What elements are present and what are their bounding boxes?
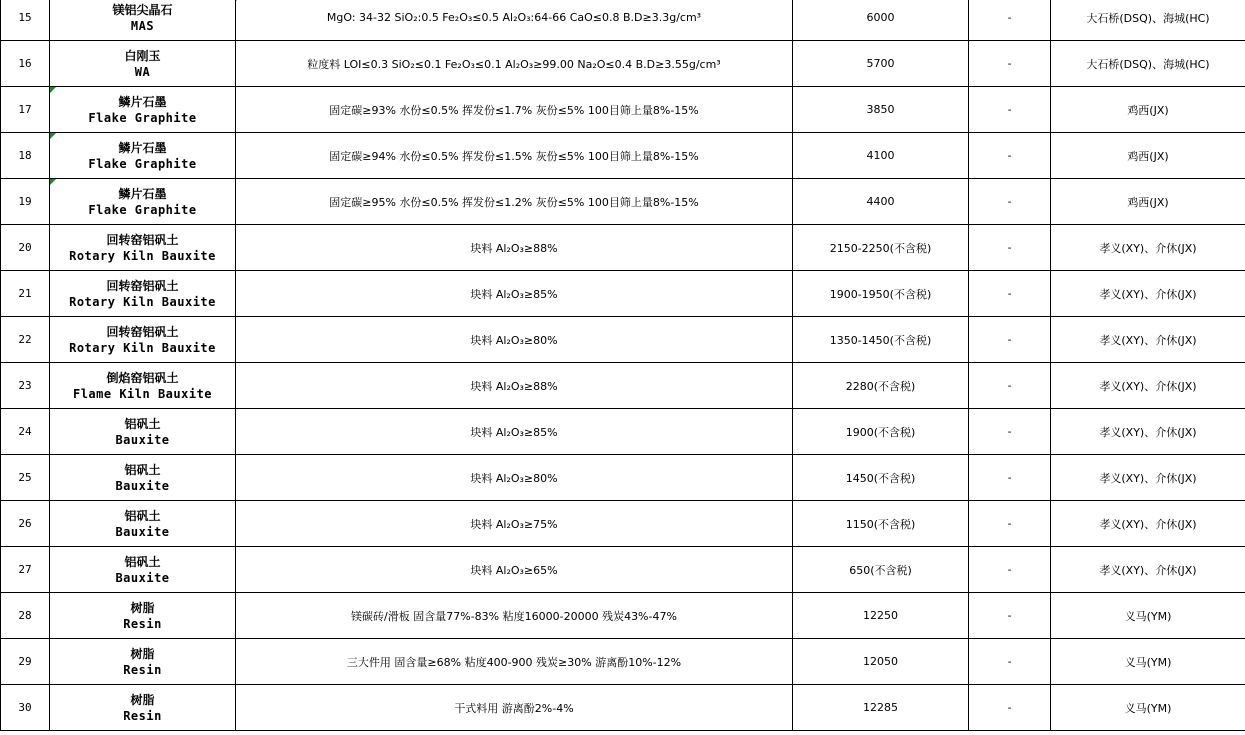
material-name-en: Bauxite (115, 432, 170, 447)
row-number: 16 (1, 41, 50, 87)
specification: 镁碳砖/滑板 固含量77%-83% 粘度16000-20000 残炭43%-47% (236, 593, 793, 639)
table-row (1, 179, 1245, 225)
specification: 固定碳≥94% 水份≤0.5% 挥发份≤1.5% 灰份≤5% 100目筛上量8%-15% (236, 133, 793, 179)
origin-location: 大石桥(DSQ)、海城(HC) (1051, 0, 1245, 41)
table-row (1, 271, 1245, 317)
material-name (50, 593, 236, 639)
row-number: 22 (1, 317, 50, 363)
table-row (1, 87, 1245, 133)
price: 1900(不含税) (793, 409, 969, 455)
price-change: - (969, 133, 1051, 179)
material-name-en: Resin (123, 616, 162, 631)
row-number: 20 (1, 225, 50, 271)
row-number: 26 (1, 501, 50, 547)
material-name-cn: 铝矾土 (124, 554, 161, 569)
table-row (1, 501, 1245, 547)
price-change: - (969, 409, 1051, 455)
specification: 干式料用 游离酚2%-4% (236, 685, 793, 731)
specification: 块料 Al₂O₃≥80% (236, 455, 793, 501)
row-number: 19 (1, 179, 50, 225)
specification: 块料 Al₂O₃≥88% (236, 363, 793, 409)
price: 6000 (793, 0, 969, 41)
price-change: - (969, 225, 1051, 271)
material-name-cn: 树脂 (130, 692, 155, 707)
material-name-en: Bauxite (115, 478, 170, 493)
table-row (1, 547, 1245, 593)
material-name-cn: 铝矾土 (124, 416, 161, 431)
table-row (1, 225, 1245, 271)
material-name (50, 363, 236, 409)
price-change: - (969, 179, 1051, 225)
price: 1450(不含税) (793, 455, 969, 501)
price: 2280(不含税) (793, 363, 969, 409)
price-change: - (969, 0, 1051, 41)
price: 4100 (793, 133, 969, 179)
specification: 块料 Al₂O₃≥85% (236, 409, 793, 455)
material-name-cn: 回转窑铝矾土 (106, 324, 179, 339)
table-row (1, 455, 1245, 501)
material-name (50, 547, 236, 593)
material-name-en: Flake Graphite (88, 156, 197, 171)
specification: 块料 Al₂O₃≥85% (236, 271, 793, 317)
origin-location: 鸡西(JX) (1051, 179, 1245, 225)
origin-location: 义马(YM) (1051, 639, 1245, 685)
material-name-en: Flame Kiln Bauxite (72, 386, 213, 401)
price: 1900-1950(不含税) (793, 271, 969, 317)
material-name-en: Rotary Kiln Bauxite (69, 294, 216, 309)
specification: 粒度料 LOI≤0.3 SiO₂≤0.1 Fe₂O₃≤0.1 Al₂O₃≥99.00 Na₂O≤0.4 B.D≥3.55g/cm³ (236, 41, 793, 87)
price-change: - (969, 685, 1051, 731)
table-row (1, 317, 1245, 363)
material-name-cn: 铝矾土 (124, 462, 161, 477)
table-row (1, 0, 1245, 41)
specification: 固定碳≥93% 水份≤0.5% 挥发份≤1.7% 灰份≤5% 100目筛上量8%-15% (236, 87, 793, 133)
material-name-en: Rotary Kiln Bauxite (69, 248, 216, 263)
origin-location: 孝义(XY)、介休(JX) (1051, 225, 1245, 271)
price-change: - (969, 455, 1051, 501)
table-row (1, 685, 1245, 731)
origin-location: 义马(YM) (1051, 593, 1245, 639)
material-name (50, 501, 236, 547)
row-number: 27 (1, 547, 50, 593)
material-name-cn: 鳞片石墨 (118, 140, 167, 155)
row-number: 15 (1, 0, 50, 41)
material-name (50, 179, 236, 225)
specification: 三大件用 固含量≥68% 粘度400-900 残炭≥30% 游离酚10%-12% (236, 639, 793, 685)
price: 3850 (793, 87, 969, 133)
material-name-cn: 树脂 (130, 600, 155, 615)
price-change: - (969, 363, 1051, 409)
origin-location: 孝义(XY)、介休(JX) (1051, 409, 1245, 455)
material-name-en: Rotary Kiln Bauxite (69, 340, 216, 355)
material-name-cn: 回转窑铝矾土 (106, 278, 179, 293)
material-name-en: Flake Graphite (88, 202, 197, 217)
price: 1350-1450(不含税) (793, 317, 969, 363)
row-number: 29 (1, 639, 50, 685)
price-change: - (969, 87, 1051, 133)
origin-location: 大石桥(DSQ)、海城(HC) (1051, 41, 1245, 87)
row-number: 25 (1, 455, 50, 501)
specification: 固定碳≥95% 水份≤0.5% 挥发份≤1.2% 灰份≤5% 100目筛上量8%-15% (236, 179, 793, 225)
origin-location: 鸡西(JX) (1051, 133, 1245, 179)
material-name-cn: 白刚玉 (124, 48, 161, 63)
price-change: - (969, 317, 1051, 363)
material-name-en: WA (134, 64, 151, 79)
origin-location: 义马(YM) (1051, 685, 1245, 731)
material-name (50, 271, 236, 317)
material-name-en: Flake Graphite (88, 110, 197, 125)
price-change: - (969, 547, 1051, 593)
price-change: - (969, 639, 1051, 685)
table-row (1, 41, 1245, 87)
origin-location: 孝义(XY)、介休(JX) (1051, 271, 1245, 317)
origin-location: 孝义(XY)、介休(JX) (1051, 317, 1245, 363)
price: 650(不含税) (793, 547, 969, 593)
origin-location: 孝义(XY)、介休(JX) (1051, 363, 1245, 409)
row-number: 24 (1, 409, 50, 455)
material-name-cn: 鳞片石墨 (118, 186, 167, 201)
specification: 块料 Al₂O₃≥88% (236, 225, 793, 271)
specification: 块料 Al₂O₃≥65% (236, 547, 793, 593)
price-change: - (969, 41, 1051, 87)
table-row (1, 593, 1245, 639)
material-name-cn: 倒焰窑铝矾土 (106, 370, 179, 385)
material-name (50, 133, 236, 179)
origin-location: 孝义(XY)、介休(JX) (1051, 455, 1245, 501)
table-row (1, 409, 1245, 455)
row-number: 17 (1, 87, 50, 133)
material-name-cn: 鳞片石墨 (118, 94, 167, 109)
material-name (50, 455, 236, 501)
table-row (1, 133, 1245, 179)
material-name (50, 41, 236, 87)
row-number: 30 (1, 685, 50, 731)
row-number: 18 (1, 133, 50, 179)
material-name-cn: 回转窑铝矾土 (106, 232, 179, 247)
material-name (50, 0, 236, 41)
specification: 块料 Al₂O₃≥75% (236, 501, 793, 547)
material-name (50, 409, 236, 455)
price: 4400 (793, 179, 969, 225)
row-number: 28 (1, 593, 50, 639)
material-name-en: Bauxite (115, 570, 170, 585)
table-row (1, 639, 1245, 685)
material-name (50, 685, 236, 731)
price: 1150(不含税) (793, 501, 969, 547)
price-change: - (969, 501, 1051, 547)
price-change: - (969, 593, 1051, 639)
price: 12285 (793, 685, 969, 731)
material-name-en: Bauxite (115, 524, 170, 539)
material-name-en: Resin (123, 708, 162, 723)
origin-location: 孝义(XY)、介休(JX) (1051, 501, 1245, 547)
row-number: 23 (1, 363, 50, 409)
price: 12050 (793, 639, 969, 685)
material-name (50, 225, 236, 271)
row-number: 21 (1, 271, 50, 317)
price: 12250 (793, 593, 969, 639)
table-row (1, 363, 1245, 409)
material-name-en: Resin (123, 662, 162, 677)
material-name-cn: 铝矾土 (124, 508, 161, 523)
material-name (50, 87, 236, 133)
material-name (50, 639, 236, 685)
material-name-en: MAS (130, 18, 155, 33)
specification: 块料 Al₂O₃≥80% (236, 317, 793, 363)
material-name (50, 317, 236, 363)
price: 2150-2250(不含税) (793, 225, 969, 271)
price-change: - (969, 271, 1051, 317)
material-name-cn: 镁铝尖晶石 (112, 2, 173, 17)
price: 5700 (793, 41, 969, 87)
specification: MgO: 34-32 SiO₂:0.5 Fe₂O₃≤0.5 Al₂O₃:64-66 CaO≤0.8 B.D≥3.3g/cm³ (236, 0, 793, 41)
origin-location: 鸡西(JX) (1051, 87, 1245, 133)
origin-location: 孝义(XY)、介休(JX) (1051, 547, 1245, 593)
material-name-cn: 树脂 (130, 646, 155, 661)
